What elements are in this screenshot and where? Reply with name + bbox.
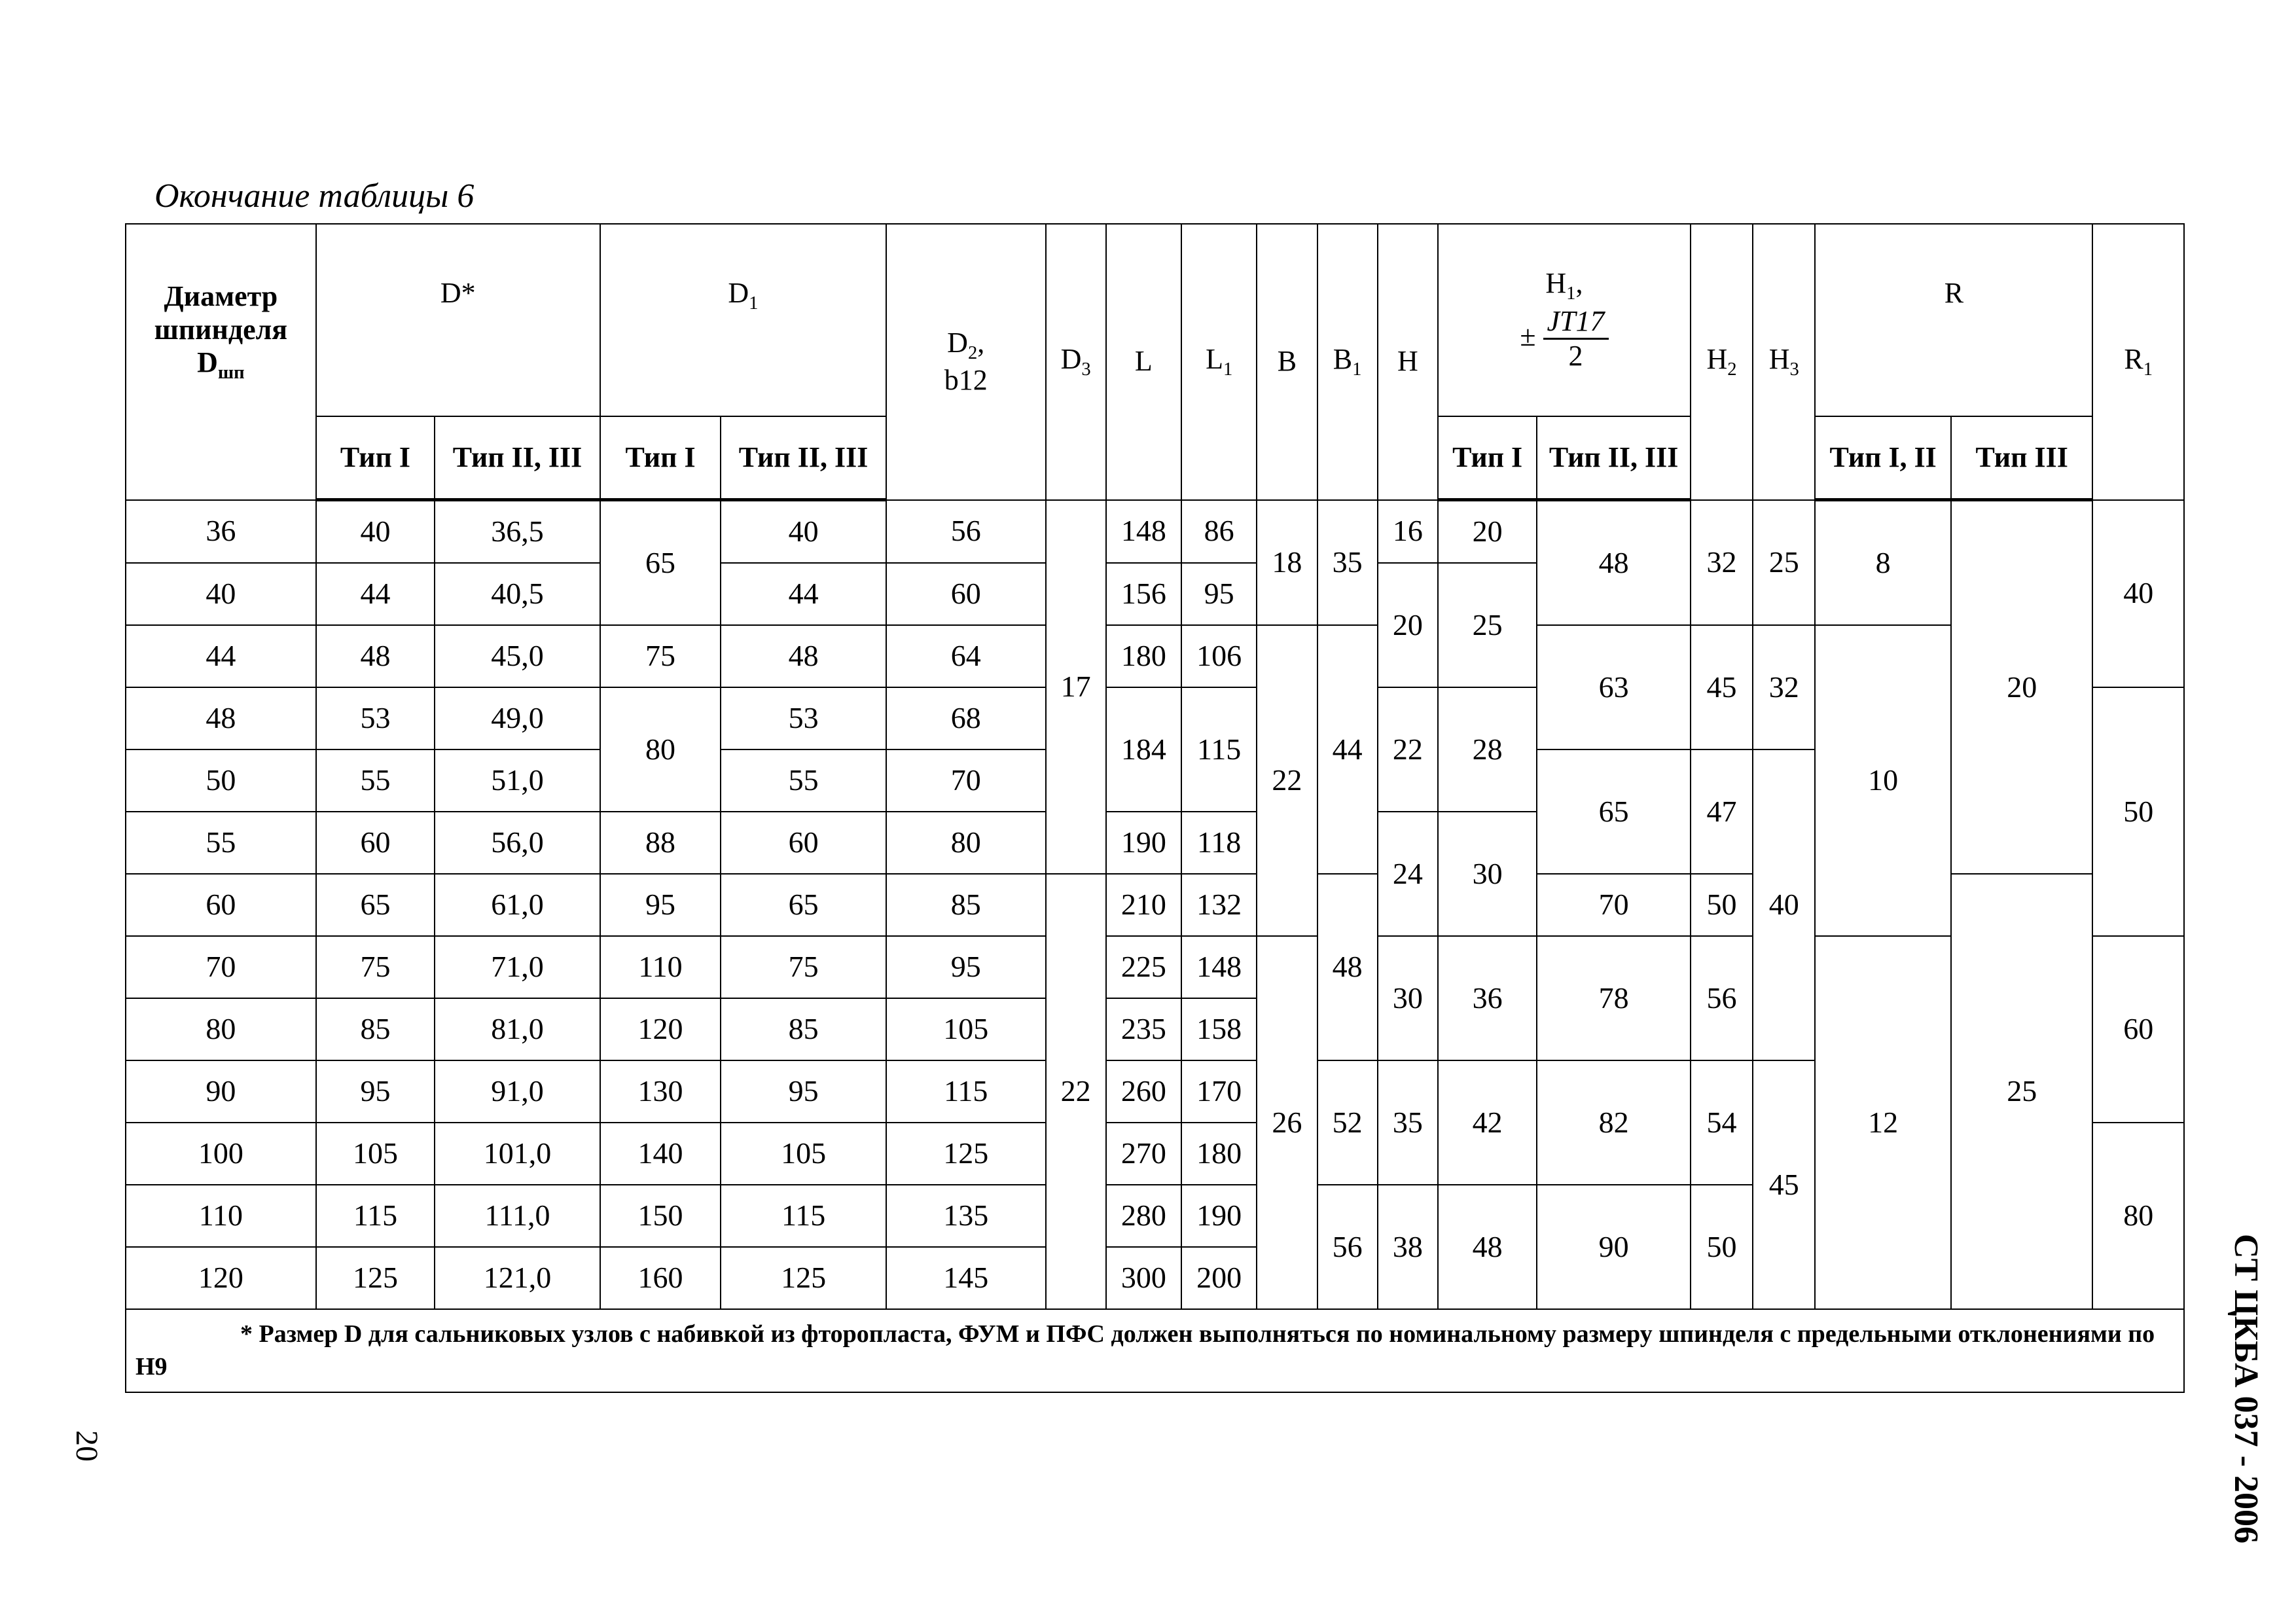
header-r: R (1815, 224, 2092, 416)
table-cell: 120 (126, 1247, 316, 1309)
table-cell: 75 (721, 936, 886, 998)
table-cell: 40,5 (435, 563, 600, 625)
subheader-d1-type2-3: Тип II, III (721, 416, 886, 500)
table-cell: 120 (600, 998, 721, 1060)
table-cell: 63 (1537, 625, 1691, 749)
table-cell: 45 (1691, 625, 1753, 749)
table-cell: 30 (1378, 936, 1438, 1060)
table-cell: 110 (600, 936, 721, 998)
table-cell: 45,0 (435, 625, 600, 687)
table-cell: 70 (1537, 874, 1691, 936)
table-cell: 148 (1181, 936, 1257, 998)
table-cell: 260 (1106, 1060, 1181, 1123)
table-cell: 25 (1951, 874, 2093, 1309)
table-cell: 125 (886, 1123, 1046, 1185)
table-cell: 80 (2092, 1123, 2184, 1309)
header-d1: $D_1$ (600, 224, 886, 416)
table-cell: 105 (316, 1123, 435, 1185)
header-spindle-diameter: Диаметр шпинделя $D_{шп}$ (126, 224, 316, 500)
table-cell: 20 (1951, 500, 2093, 875)
table-cell: 32 (1753, 625, 1815, 749)
table-cell: 148 (1106, 500, 1181, 564)
table-cell: 121,0 (435, 1247, 600, 1309)
header-b: B (1257, 224, 1317, 500)
table-cell: 60 (2092, 936, 2184, 1123)
table-cell: 36,5 (435, 500, 600, 564)
table-cell: 280 (1106, 1185, 1181, 1247)
table-cell: 48 (721, 625, 886, 687)
table-cell: 44 (126, 625, 316, 687)
table-cell: 91,0 (435, 1060, 600, 1123)
table-cell: 61,0 (435, 874, 600, 936)
table-cell: 115 (1181, 687, 1257, 812)
table-cell: 118 (1181, 812, 1257, 874)
table-cell: 20 (1378, 563, 1438, 687)
table-cell: 100 (126, 1123, 316, 1185)
table-cell: 200 (1181, 1247, 1257, 1309)
table-cell: 150 (600, 1185, 721, 1247)
table-cell: 56 (1317, 1185, 1378, 1309)
table-cell: 140 (600, 1123, 721, 1185)
table-cell: 50 (1691, 874, 1753, 936)
table-cell: 125 (721, 1247, 886, 1309)
table-cell: 105 (886, 998, 1046, 1060)
table-cell: 75 (316, 936, 435, 998)
table-cell: 47 (1691, 749, 1753, 874)
table-cell: 210 (1106, 874, 1181, 936)
table-cell: 80 (600, 687, 721, 812)
table-cell: 40 (126, 563, 316, 625)
table-cell: 95 (600, 874, 721, 936)
table-cell: 65 (316, 874, 435, 936)
table-cell: 71,0 (435, 936, 600, 998)
header-h2: $H_2$ (1691, 224, 1753, 500)
table-cell: 78 (1537, 936, 1691, 1060)
table-cell: 36 (126, 500, 316, 564)
header-d3: $D_3$ (1046, 224, 1106, 500)
table-cell: 40 (316, 500, 435, 564)
table-cell: 132 (1181, 874, 1257, 936)
table-cell: 90 (1537, 1185, 1691, 1309)
table-cell: 54 (1691, 1060, 1753, 1185)
table-cell: 156 (1106, 563, 1181, 625)
table-cell: 8 (1815, 500, 1951, 626)
table-cell: 235 (1106, 998, 1181, 1060)
table-cell: 115 (721, 1185, 886, 1247)
table-cell: 270 (1106, 1123, 1181, 1185)
table-cell: 10 (1815, 625, 1951, 936)
table-cell: 68 (886, 687, 1046, 749)
table-cell: 48 (1438, 1185, 1537, 1309)
table-cell: 45 (1753, 1060, 1815, 1309)
table-cell: 48 (1537, 500, 1691, 626)
table-cell: 22 (1257, 625, 1317, 936)
table-cell: 300 (1106, 1247, 1181, 1309)
table-cell: 25 (1753, 500, 1815, 626)
subheader-r-type1-2: Тип I, II (1815, 416, 1951, 500)
table-cell: 53 (316, 687, 435, 749)
table-cell: 125 (316, 1247, 435, 1309)
table-cell: 44 (316, 563, 435, 625)
table-cell: 65 (1537, 749, 1691, 874)
table-cell: 160 (600, 1247, 721, 1309)
table-cell: 30 (1438, 812, 1537, 936)
table-cell: 170 (1181, 1060, 1257, 1123)
table-cell: 40 (2092, 500, 2184, 688)
table-cell: 44 (1317, 625, 1378, 874)
table-cell: 115 (316, 1185, 435, 1247)
footnote-text: * Размер D для сальниковых узлов с набивкой из фторопласта, ФУМ и ПФС должен выполняться по номинальному размеру шпинделя с предельными отклонениями по Н9 (135, 1320, 2155, 1380)
table-cell: 80 (126, 998, 316, 1060)
table-cell: 95 (1181, 563, 1257, 625)
table-cell: 145 (886, 1247, 1046, 1309)
table-cell: 158 (1181, 998, 1257, 1060)
table-cell: 80 (886, 812, 1046, 874)
subheader-h1-type2-3: Тип II, III (1537, 416, 1691, 500)
table-cell: 32 (1691, 500, 1753, 626)
header-l: L (1106, 224, 1181, 500)
table-cell: 60 (721, 812, 886, 874)
table-row (126, 936, 2184, 998)
table-cell: 49,0 (435, 687, 600, 749)
table-cell: 36 (1438, 936, 1537, 1060)
table-cell: 86 (1181, 500, 1257, 564)
table-cell: 35 (1317, 500, 1378, 626)
subheader-d-type1: Тип I (316, 416, 435, 500)
table-cell: 12 (1815, 936, 1951, 1309)
table-cell: 190 (1106, 812, 1181, 874)
header-h: H (1378, 224, 1438, 500)
header-r1: $R_1$ (2092, 224, 2184, 500)
table-cell: 190 (1181, 1185, 1257, 1247)
table-cell: 51,0 (435, 749, 600, 812)
table-cell: 35 (1378, 1060, 1438, 1185)
document-code: СТ ЦКБА 037 - 2006 (2227, 1234, 2265, 1543)
table-cell: 50 (2092, 687, 2184, 936)
table-cell: 25 (1438, 563, 1537, 687)
table-cell: 180 (1181, 1123, 1257, 1185)
table-caption: Окончание таблицы 6 (154, 177, 475, 215)
table-cell: 60 (886, 563, 1046, 625)
header-d2-b12: $D_2$, b12 (886, 224, 1046, 500)
table-cell: 184 (1106, 687, 1181, 812)
table-row (126, 500, 2184, 564)
table-cell: 22 (1046, 874, 1106, 1309)
table-cell: 75 (600, 625, 721, 687)
table-row (126, 625, 2184, 687)
table-cell: 48 (1317, 874, 1378, 1060)
table-cell: 28 (1438, 687, 1537, 812)
table-cell: 20 (1438, 500, 1537, 564)
header-l1: $L_1$ (1181, 224, 1257, 500)
table-cell: 38 (1378, 1185, 1438, 1309)
table-cell: 55 (316, 749, 435, 812)
table-cell: 50 (1691, 1185, 1753, 1309)
table-cell: 17 (1046, 500, 1106, 875)
table-cell: 55 (126, 812, 316, 874)
table-cell: 82 (1537, 1060, 1691, 1185)
table-cell: 85 (886, 874, 1046, 936)
header-d-star: D* (316, 224, 600, 416)
table-cell: 70 (126, 936, 316, 998)
subheader-h1-type1: Тип I (1438, 416, 1537, 500)
table-cell: 60 (126, 874, 316, 936)
table-cell: 95 (316, 1060, 435, 1123)
table-cell: 90 (126, 1060, 316, 1123)
table-cell: 101,0 (435, 1123, 600, 1185)
table-cell: 111,0 (435, 1185, 600, 1247)
table-cell: 106 (1181, 625, 1257, 687)
table-cell: 65 (721, 874, 886, 936)
h1-tolerance-fraction: $\frac{JT17}{2}$ (1543, 305, 1609, 373)
table-cell: 64 (886, 625, 1046, 687)
table-cell: 85 (316, 998, 435, 1060)
table-cell: 225 (1106, 936, 1181, 998)
table-cell: 56,0 (435, 812, 600, 874)
table-cell: 95 (721, 1060, 886, 1123)
header-h3: $H_3$ (1753, 224, 1815, 500)
table-cell: 60 (316, 812, 435, 874)
table-cell: 18 (1257, 500, 1317, 626)
table-cell: 24 (1378, 812, 1438, 936)
subheader-d1-type1: Тип I (600, 416, 721, 500)
table-cell: 135 (886, 1185, 1046, 1247)
table-cell: 52 (1317, 1060, 1378, 1185)
table-cell: 55 (721, 749, 886, 812)
header-h1-tolerance: $H_1$, ± $\frac{JT17}{2}$ (1438, 224, 1691, 416)
table-cell: 16 (1378, 500, 1438, 564)
table-cell: 42 (1438, 1060, 1537, 1185)
table-cell: 81,0 (435, 998, 600, 1060)
table-cell: 110 (126, 1185, 316, 1247)
table-cell: 85 (721, 998, 886, 1060)
table-cell: 180 (1106, 625, 1181, 687)
table-cell: 22 (1378, 687, 1438, 812)
table-cell: 50 (126, 749, 316, 812)
header-b1: $B_1$ (1317, 224, 1378, 500)
table-cell: 88 (600, 812, 721, 874)
dimensions-table (125, 223, 2185, 1393)
table-cell: 105 (721, 1123, 886, 1185)
table-cell: 130 (600, 1060, 721, 1123)
table-cell: 70 (886, 749, 1046, 812)
table-cell: 56 (886, 500, 1046, 564)
table-cell: 95 (886, 936, 1046, 998)
table-cell: 56 (1691, 936, 1753, 1060)
footnote-row (126, 1309, 2184, 1392)
table-cell: 65 (600, 500, 721, 626)
subheader-d-type2-3: Тип II, III (435, 416, 600, 500)
page-number: 20 (69, 1430, 104, 1462)
table-cell: 53 (721, 687, 886, 749)
table-cell: 40 (721, 500, 886, 564)
table-cell: 48 (316, 625, 435, 687)
table-cell: 44 (721, 563, 886, 625)
table-cell: 40 (1753, 749, 1815, 1060)
table-footnote (126, 1309, 2184, 1392)
table-cell: 48 (126, 687, 316, 749)
table-cell: 26 (1257, 936, 1317, 1309)
table-cell: 115 (886, 1060, 1046, 1123)
subheader-r-type3: Тип III (1951, 416, 2093, 500)
